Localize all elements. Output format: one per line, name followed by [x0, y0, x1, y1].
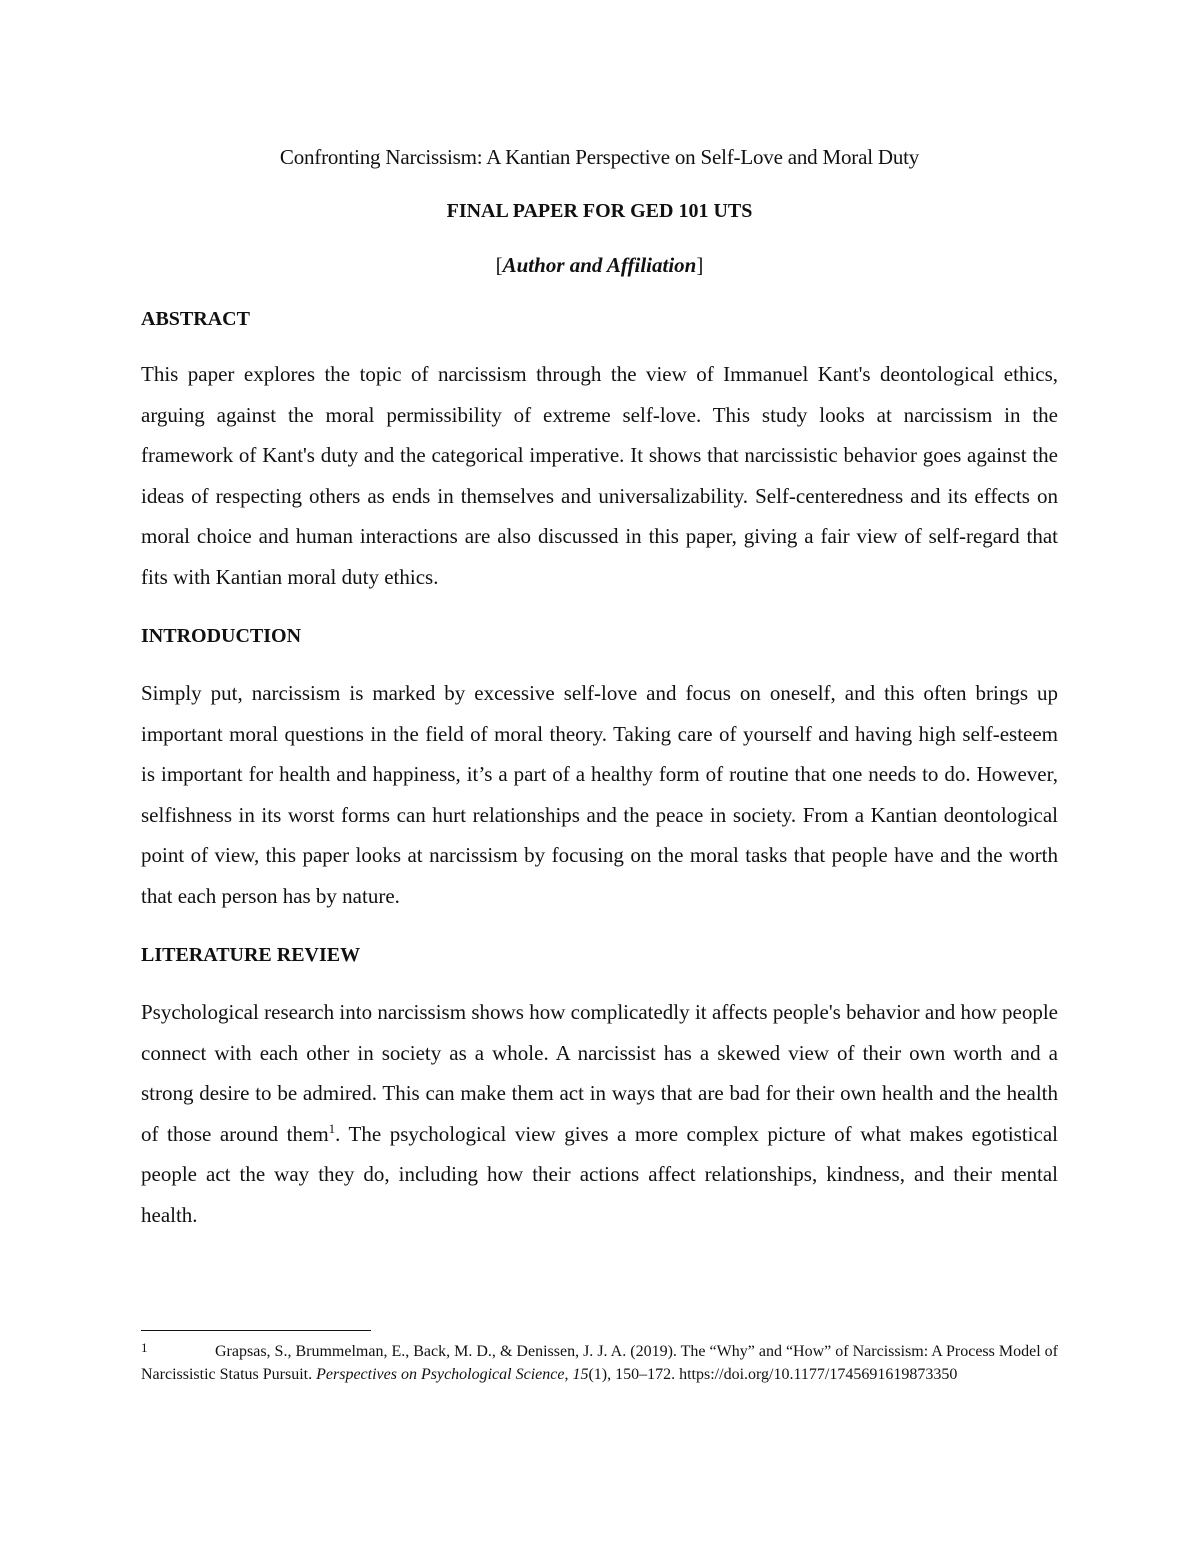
footnote-journal: Perspectives on Psychological Science — [316, 1366, 565, 1383]
footnote — [141, 1340, 1058, 1386]
literature-review-text-part1: Psychological research into narcissism shows how complicatedly it affects people's behavior and how people connect with each other in society as a whole. A narcissist has a skewed view of their own worth and a strong desire to be admired. This can make them act in ways that are bad for their own health and the health of those around them — [141, 1000, 1058, 1146]
author-bracket-close: ] — [696, 253, 704, 277]
introduction-heading: INTRODUCTION — [141, 625, 302, 647]
author-bracket-open: [ — [495, 253, 503, 277]
paper-subtitle: FINAL PAPER FOR GED 101 UTS — [446, 200, 753, 222]
footnote-separator — [141, 1330, 371, 1331]
author-affiliation — [141, 248, 1058, 282]
footnote-citation: Grapsas, S., Brummelman, E., Back, M. D., & Denissen, J. J. A. (2019). The “Why” and “How” of Narcissism: A Process Model of Narcissistic Status Pursuit. — [141, 1343, 1058, 1383]
author-affiliation-text: Author and Affiliation — [502, 253, 697, 277]
abstract-paragraph: This paper explores the topic of narcissism through the view of Immanuel Kant's deontological ethics, arguing against the moral permissibility of extreme self-love. This study looks at narcissism in the framework of Kant's duty and the categorical imperative. It shows that narcissistic behavior goes against the ideas of respecting others as ends in themselves and universalizability. Self-centeredness and its effects on moral choice and human interactions are also discussed in this paper, giving a fair view of self-regard that fits with Kantian moral duty ethics. — [141, 362, 1058, 589]
footnote-text — [141, 1340, 1058, 1386]
literature-review-paragraph — [141, 992, 1058, 1235]
footnote-volume: 15 — [572, 1366, 589, 1383]
abstract-heading: ABSTRACT — [141, 308, 250, 330]
footnote-doi-link[interactable]: https://doi.org/10.1177/1745691619873350 — [679, 1366, 958, 1383]
paper-title: Confronting Narcissism: A Kantian Perspective on Self-Love and Moral Duty — [279, 145, 920, 169]
literature-review-text-part2: . The psychological view gives a more complex picture of what makes egotistical people act the way they do, including how their actions affect relationships, kindness, and their mental health. — [141, 1121, 1058, 1227]
document-body — [141, 140, 1058, 1235]
footnote-issue-pages: (1), 150–172. — [588, 1366, 676, 1383]
literature-review-heading: LITERATURE REVIEW — [141, 944, 361, 966]
footnote-number: 1 — [141, 1340, 148, 1355]
footnote-separator-text: , — [564, 1366, 573, 1383]
footnote-reference[interactable]: 1 — [328, 1120, 336, 1136]
introduction-paragraph: Simply put, narcissism is marked by excessive self-love and focus on oneself, and this often brings up important moral questions in the field of moral theory. Taking care of yourself and having high self-esteem is important for health and happiness, it’s a part of a healthy form of routine that one needs to do. However, selfishness in its worst forms can hurt relationships and the peace in society. From a Kantian deontological point of view, this paper looks at narcissism by focusing on the moral tasks that people have and the worth that each person has by nature. — [141, 681, 1058, 908]
